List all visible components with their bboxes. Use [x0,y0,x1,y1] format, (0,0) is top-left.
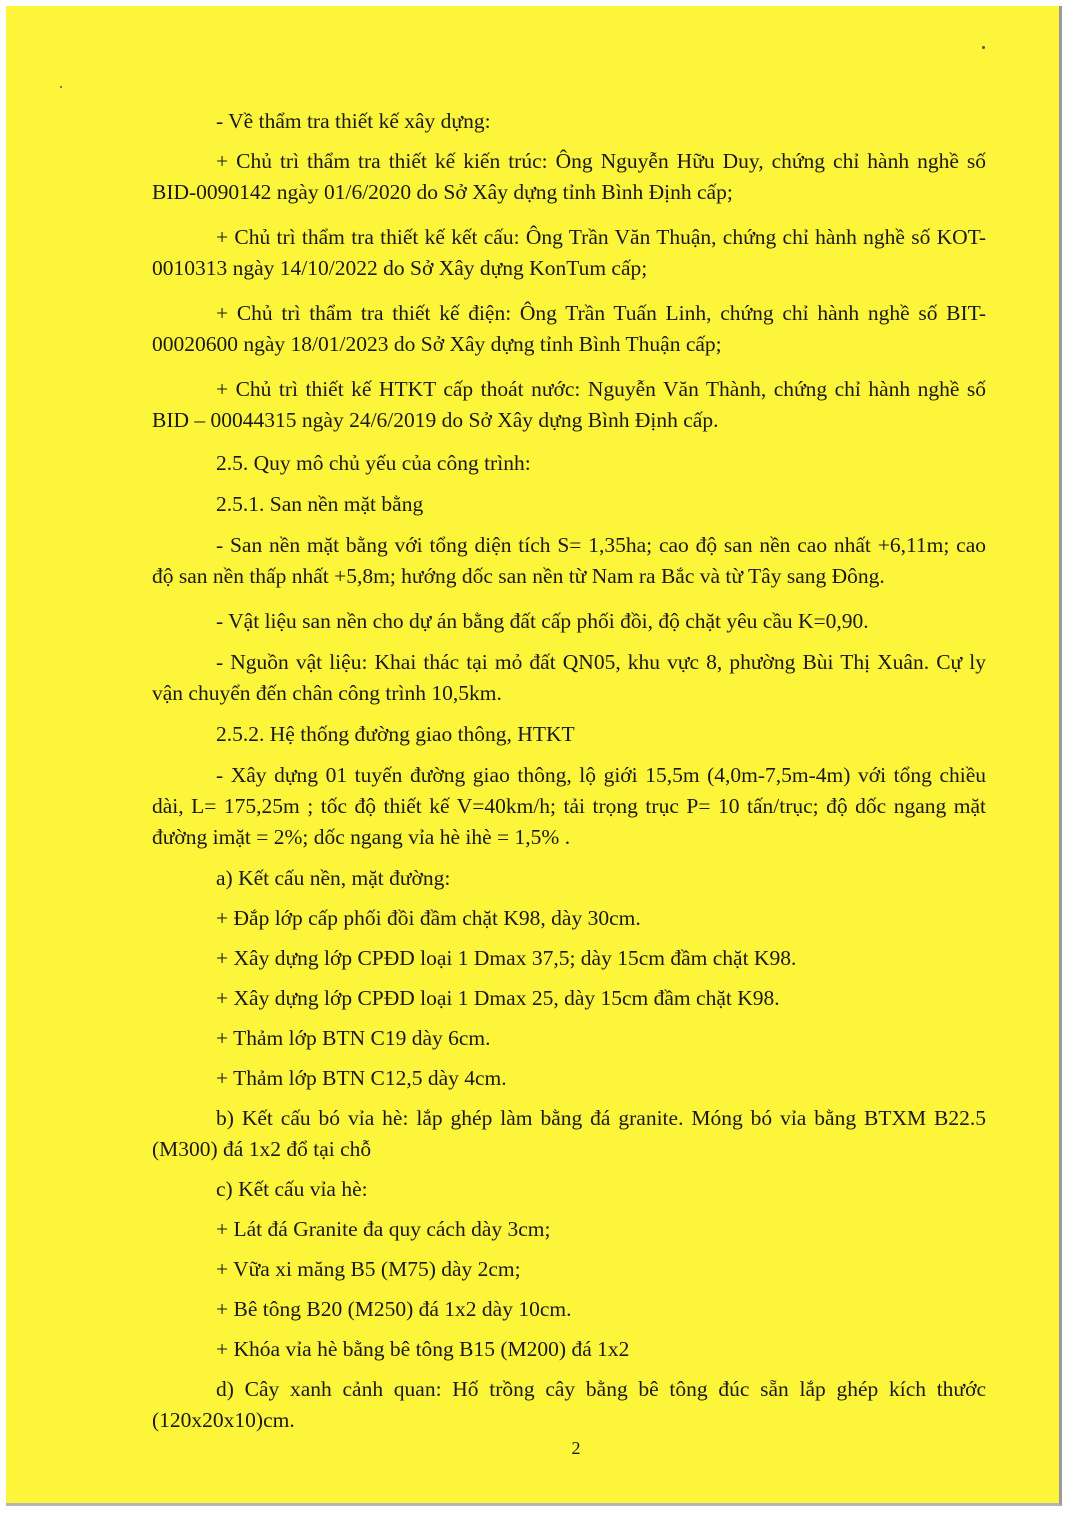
paragraph-curb-structure: b) Kết cấu bó vỉa hè: lắp ghép làm bằng đá granite. Móng bó vỉa bằng BTXM B22.5 (M300) đá 1x2 đổ tại chỗ [152,1106,986,1161]
list-item-sidewalk-layer: + Bê tông B20 (M250) đá 1x2 dày 10cm. [216,1297,572,1321]
paragraph-road-structure-heading: a) Kết cấu nền, mặt đường: [216,866,451,890]
paragraph-landscape-trees: d) Cây xanh cảnh quan: Hố trồng cây bằng bê tông đúc sẵn lắp ghép kích thước (120x20x10)cm. [152,1377,986,1432]
paragraph-structure-review: + Chủ trì thẩm tra thiết kế kết cấu: Ông Trần Văn Thuận, chứng chỉ hành nghề số KOT-0010313 ngày 14/10/2022 do Sở Xây dựng KonTum cấp; [152,225,986,280]
paragraph-leveling-area: - San nền mặt bằng với tổng diện tích S= 1,35ha; cao độ san nền cao nhất +6,11m; cao độ san nền thấp nhất +5,8m; hướng dốc san nền từ Nam ra Bắc và từ Tây sang Đông. [152,533,986,588]
section-heading-2-5-1: 2.5.1. San nền mặt bằng [216,492,424,516]
paragraph-road-construction: - Xây dựng 01 tuyến đường giao thông, lộ giới 15,5m (4,0m-7,5m-4m) với tổng chiều dài, L= 175,25m ; tốc độ thiết kế V=40km/h; tải trọng trục P= 10 tấn/trục; độ dốc ngang mặt đường imặt = 2%; dốc ngang vỉa hè ihè = 1,5% . [152,763,986,849]
scan-speck [982,46,985,49]
list-item-road-layer: + Xây dựng lớp CPĐD loại 1 Dmax 25, dày 15cm đầm chặt K98. [216,986,780,1010]
list-item-road-layer: + Đắp lớp cấp phối đồi đầm chặt K98, dày 30cm. [216,906,641,930]
list-item-sidewalk-layer: + Vữa xi măng B5 (M75) dày 2cm; [216,1257,521,1281]
list-item-road-layer: + Xây dựng lớp CPĐD loại 1 Dmax 37,5; dày 15cm đầm chặt K98. [216,946,797,970]
list-item-sidewalk-layer: + Khóa vỉa hè bằng bê tông B15 (M200) đá 1x2 [216,1337,630,1361]
paragraph-sidewalk-structure-heading: c) Kết cấu vỉa hè: [216,1177,368,1201]
section-heading-2-5-2: 2.5.2. Hệ thống đường giao thông, HTKT [216,722,575,746]
paragraph-leveling-material: - Vật liệu san nền cho dự án bằng đất cấp phối đồi, độ chặt yêu cầu K=0,90. [216,609,869,633]
section-heading-2-5: 2.5. Quy mô chủ yếu của công trình: [216,451,531,475]
list-item-road-layer: + Thảm lớp BTN C12,5 dày 4cm. [216,1066,507,1090]
document-page [6,6,1062,1506]
list-item-sidewalk-layer: + Lát đá Granite đa quy cách dày 3cm; [216,1217,551,1241]
paragraph-water-supply-design: + Chủ trì thiết kế HTKT cấp thoát nước: Nguyễn Văn Thành, chứng chỉ hành nghề số BID – 00044315 ngày 24/6/2019 do Sở Xây dựng Bình Định cấp. [152,377,986,432]
page-number: 2 [571,1438,581,1458]
paragraph-material-source: - Nguồn vật liệu: Khai thác tại mỏ đất QN05, khu vực 8, phường Bùi Thị Xuân. Cự ly vận chuyển đến chân công trình 10,5km. [152,650,986,705]
document-body [152,106,986,1450]
paragraph-design-review-heading: - Về thẩm tra thiết kế xây dựng: [216,109,491,133]
paragraph-electrical-review: + Chủ trì thẩm tra thiết kế điện: Ông Trần Tuấn Linh, chứng chỉ hành nghề số BIT-00020600 ngày 18/01/2023 do Sở Xây dựng tỉnh Bình Thuận cấp; [152,301,986,356]
scan-speck [60,86,62,88]
list-item-road-layer: + Thảm lớp BTN C19 dày 6cm. [216,1026,491,1050]
paragraph-architecture-review: + Chủ trì thẩm tra thiết kế kiến trúc: Ông Nguyễn Hữu Duy, chứng chỉ hành nghề số BID-0090142 ngày 01/6/2020 do Sở Xây dựng tỉnh Bình Định cấp; [152,149,986,204]
